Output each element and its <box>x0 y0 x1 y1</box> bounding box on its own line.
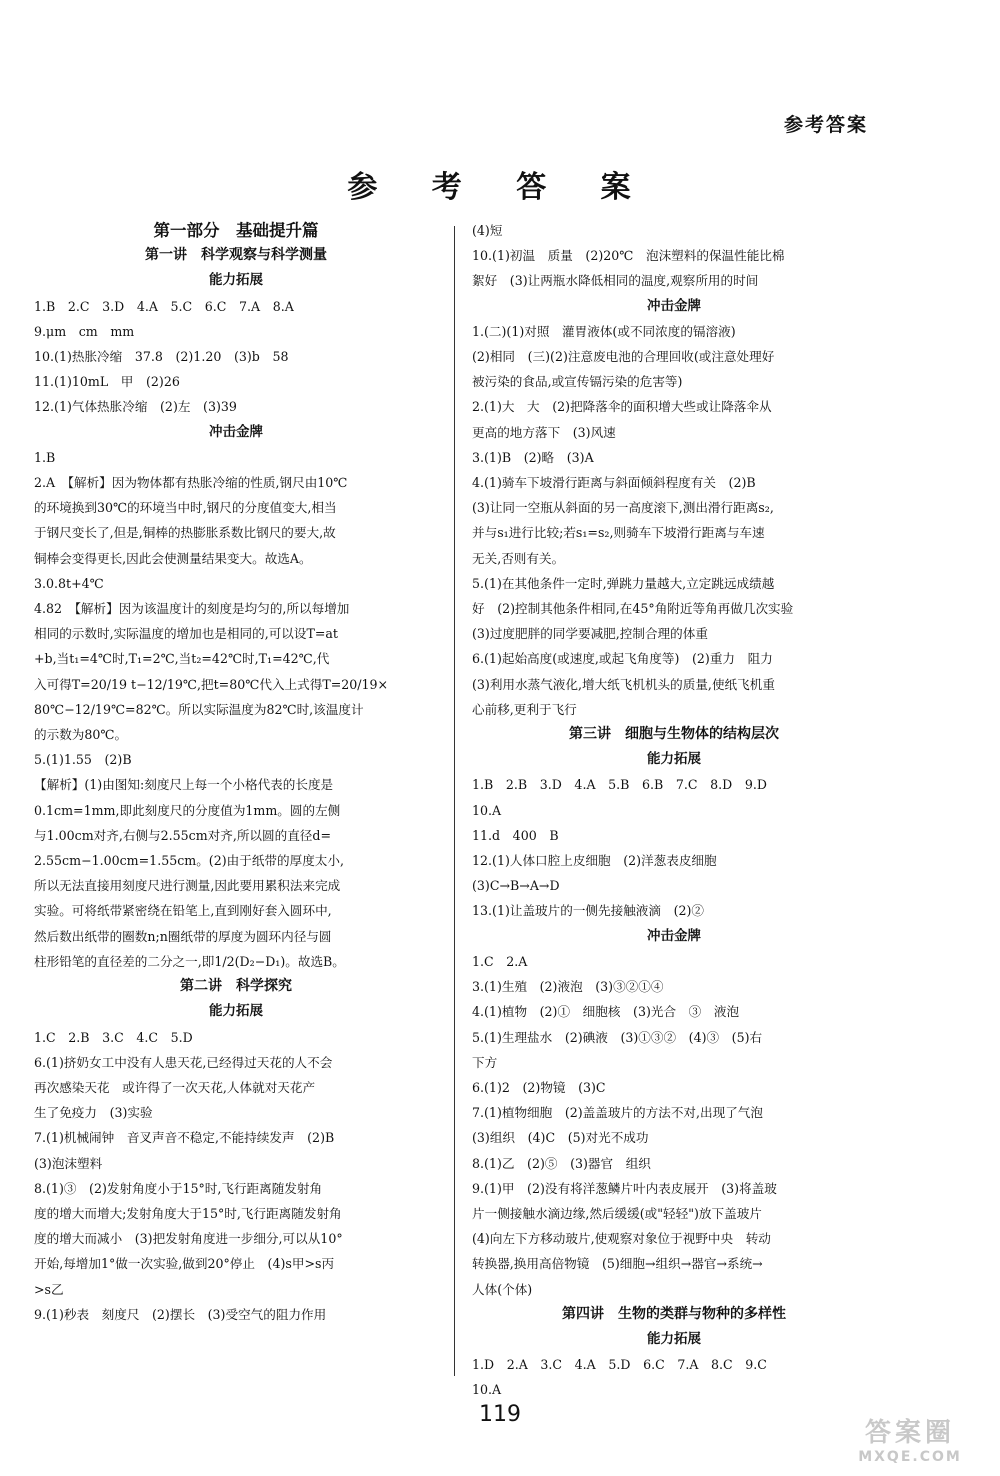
answer-line: 2.55cm−1.00cm=1.55cm。(2)由于纸带的厚度太小, <box>34 853 344 869</box>
answer-line: 1.D 2.A 3.C 4.A 5.D 6.C 7.A 8.C 9.C <box>472 1357 767 1373</box>
answer-line: 8.(1)③ (2)发射角度小于15°时,飞行距离随发射角 <box>34 1180 323 1196</box>
section-heading: 能力拓展 <box>647 751 701 768</box>
answer-line: 9.(1)甲 (2)没有将洋葱鳞片叶内表皮展开 (3)将盖玻 <box>472 1180 777 1196</box>
answer-line: (2)相同 (三)(2)注意废电池的合理回收(或注意处理好 <box>472 349 775 365</box>
answer-line: (3)泡沫塑料 <box>34 1155 103 1171</box>
answer-line: 7.(1)机械闹钟 音叉声音不稳定,不能持续发声 (2)B <box>34 1130 335 1146</box>
answer-line: 5.(1)1.55 (2)B <box>34 752 132 768</box>
answer-line: 的环境换到30℃的环境当中时,钢尺的分度值变大,相当 <box>34 500 337 516</box>
answer-line: 6.(1)起始高度(或速度,或起飞角度等) (2)重力 阻力 <box>472 651 773 667</box>
answer-line: (3)组织 (4)C (5)对光不成功 <box>472 1130 649 1146</box>
answer-line: 下方 <box>472 1054 498 1070</box>
answer-line: 相同的示数时,实际温度的增加也是相同的,可以设T=at <box>34 626 338 642</box>
left-column <box>34 218 438 1327</box>
answer-line: (4)短 <box>472 223 503 238</box>
answer-line: 人体(个体) <box>472 1281 533 1297</box>
answer-line: 10.(1)热胀冷缩 37.8 (2)1.20 (3)b 58 <box>34 349 289 365</box>
answer-line: 8.(1)乙 (2)⑤ (3)器官 组织 <box>472 1155 651 1171</box>
section-heading: 能力拓展 <box>209 272 263 289</box>
answer-line: 并与s₁进行比较;若s₁=s₂,则骑车下坡滑行距离与车速 <box>472 525 765 541</box>
section-heading: 能力拓展 <box>209 1003 263 1020</box>
answer-line: 10.(1)初温 质量 (2)20℃ 泡沫塑料的保温性能比棉 <box>472 248 785 264</box>
answer-line: 2.(1)大 大 (2)把降落伞的面积增大些或让降落伞从 <box>472 399 772 415</box>
answer-line: 9.μm cm mm <box>34 323 135 339</box>
answer-line: 转换器,换用高倍物镜 (5)细胞→组织→器官→系统→ <box>472 1256 763 1272</box>
answer-line: 【解析】(1)由图知:刻度尺上每一个小格代表的长度是 <box>34 777 334 793</box>
answer-line: 生了免疫力 (3)实验 <box>34 1105 153 1121</box>
answer-line: 的示数为80℃。 <box>34 727 128 743</box>
answer-line: 度的增大而增大;发射角度大于15°时,飞行距离随发射角 <box>34 1205 342 1221</box>
right-column <box>472 218 876 1403</box>
watermark-logo <box>840 1418 980 1470</box>
answer-line: 11.(1)10mL 甲 (2)26 <box>34 374 180 390</box>
answer-line: 无关,否则有关。 <box>472 550 565 566</box>
answer-line: 然后数出纸带的圈数n;n圈纸带的厚度为圆环内径与圆 <box>34 928 332 944</box>
section-heading: 冲击金牌 <box>647 927 701 944</box>
answer-line: 度的增大而减小 (3)把发射角度进一步细分,可以从10° <box>34 1231 343 1247</box>
answer-line: 10.A <box>472 802 502 818</box>
column-divider <box>454 226 455 1376</box>
answer-line: (4)向左下方移动玻片,使观察对象位于视野中央 转动 <box>472 1231 771 1247</box>
page-number: 119 <box>479 1402 521 1427</box>
section-heading: 冲击金牌 <box>209 423 263 440</box>
answer-line: 心前移,更利于飞行 <box>472 701 577 717</box>
answer-line: 被污染的食品,或宣传镉污染的危害等) <box>472 374 683 390</box>
answer-line: 2.A 【解析】因为物体都有热胀冷缩的性质,钢尺由10℃ <box>34 475 348 491</box>
watermark-text: 答案圈 <box>864 1418 955 1448</box>
answer-line: 实验。可将纸带紧密绕在铅笔上,直到刚好套入圆环中, <box>34 903 332 919</box>
running-header: 参考答案 <box>783 114 868 136</box>
answer-line: 12.(1)气体热胀冷缩 (2)左 (3)39 <box>34 399 237 415</box>
answer-line: 80℃−12/19℃=82℃。所以实际温度为82℃时,该温度计 <box>34 701 364 717</box>
answer-line: 1.(二)(1)对照 灌胃液体(或不同浓度的镉溶液) <box>472 323 736 339</box>
section-heading: 第一讲 科学观察与科学测量 <box>145 247 327 264</box>
answer-line: 12.(1)人体口腔上皮细胞 (2)洋葱表皮细胞 <box>472 853 717 869</box>
answer-line: 3.0.8t+4℃ <box>34 575 104 591</box>
answer-line: 3.(1)生殖 (2)液泡 (3)③②①④ <box>472 979 664 995</box>
answer-line: +b,当t₁=4℃时,T₁=2℃,当t₂=42℃时,T₁=42℃,代 <box>34 651 330 667</box>
answer-line: 4.(1)骑车下坡滑行距离与斜面倾斜程度有关 (2)B <box>472 475 756 491</box>
answer-line: 入可得T=20/19 t−12/19℃,把t=80℃代入上式得T=20/19× <box>34 676 389 692</box>
answer-line: 1.C 2.A <box>472 953 528 969</box>
answer-line: 絮好 (3)让两瓶水降低相同的温度,观察所用的时间 <box>472 273 759 289</box>
answer-line: 于钢尺变长了,但是,铜棒的热膨胀系数比钢尺的要大,故 <box>34 525 336 541</box>
section-heading: 第四讲 生物的类群与物种的多样性 <box>562 1305 786 1322</box>
section-heading: 第二讲 科学探究 <box>180 978 292 995</box>
answer-line: 3.(1)B (2)略 (3)A <box>472 449 594 465</box>
section-heading: 冲击金牌 <box>647 297 701 314</box>
answer-line: 10.A <box>472 1382 502 1398</box>
answer-line: 9.(1)秒表 刻度尺 (2)摆长 (3)受空气的阻力作用 <box>34 1306 327 1322</box>
answer-line: 柱形铅笔的直径差的二分之一,即1/2(D₂−D₁)。故选B。 <box>34 953 345 969</box>
answer-line: 6.(1)挤奶女工中没有人患天花,已经得过天花的人不会 <box>34 1054 333 1070</box>
answer-line: 铜棒会变得更长,因此会使测量结果变大。故选A。 <box>34 550 312 566</box>
answer-line: 4.82 【解析】因为该温度计的刻度是均匀的,所以每增加 <box>34 601 350 617</box>
answer-line: 开始,每增加1°做一次实验,做到20°停止 (4)s甲>s丙 <box>34 1256 335 1272</box>
answer-line: 1.B 2.C 3.D 4.A 5.C 6.C 7.A 8.A <box>34 298 294 314</box>
answer-line: (3)让同一空瓶从斜面的另一高度滚下,测出滑行距离s₂, <box>472 500 774 516</box>
answer-line: 1.C 2.B 3.C 4.C 5.D <box>34 1029 193 1045</box>
section-heading: 第三讲 细胞与生物体的结构层次 <box>569 726 779 743</box>
answer-line: 1.B 2.B 3.D 4.A 5.B 6.B 7.C 8.D 9.D <box>472 777 767 793</box>
answer-line: (3)过度肥胖的同学要减肥,控制合理的体重 <box>472 626 708 642</box>
answer-line: 好 (2)控制其他条件相同,在45°角附近等角再做几次实验 <box>472 601 794 617</box>
answer-line: 13.(1)让盖玻片的一侧先接触液滴 (2)② <box>472 903 705 919</box>
watermark-url: MXQE.COM <box>858 1449 962 1465</box>
answer-line: 与1.00cm对齐,右侧与2.55cm对齐,所以圆的直径d= <box>34 827 332 843</box>
answer-line: 7.(1)植物细胞 (2)盖盖玻片的方法不对,出现了气泡 <box>472 1105 763 1121</box>
answer-line: 更高的地方落下 (3)风速 <box>472 424 616 440</box>
section-heading: 能力拓展 <box>647 1330 701 1347</box>
answer-line: 0.1cm=1mm,即此刻度尺的分度值为1mm。圆的左侧 <box>34 802 341 818</box>
answer-line: 再次感染天花 或许得了一次天花,人体就对天花产 <box>34 1079 316 1095</box>
answer-line: 11.d 400 B <box>472 827 559 843</box>
answer-line: 4.(1)植物 (2)① 细胞核 (3)光合 ③ 液泡 <box>472 1004 740 1020</box>
answer-line: 5.(1)在其他条件一定时,弹跳力量越大,立定跳远成绩越 <box>472 575 775 591</box>
answer-line: >s乙 <box>34 1281 64 1297</box>
answer-line: (3)利用水蒸气液化,增大纸飞机机头的质量,使纸飞机重 <box>472 676 775 692</box>
section-heading: 第一部分 基础提升篇 <box>153 221 319 240</box>
answer-line: 片一侧接触水滴边缘,然后缓缓(或"轻轻")放下盖玻片 <box>472 1205 762 1221</box>
answer-line: (3)C→B→A→D <box>472 878 560 894</box>
answer-line: 所以无法直接用刻度尺进行测量,因此要用累积法来完成 <box>34 878 341 894</box>
answer-line: 6.(1)2 (2)物镜 (3)C <box>472 1079 606 1095</box>
answer-line: 5.(1)生理盐水 (2)碘液 (3)①③② (4)③ (5)右 <box>472 1029 763 1045</box>
answer-line: 1.B <box>34 449 56 465</box>
page-title: 参 考 答 案 <box>347 170 653 205</box>
